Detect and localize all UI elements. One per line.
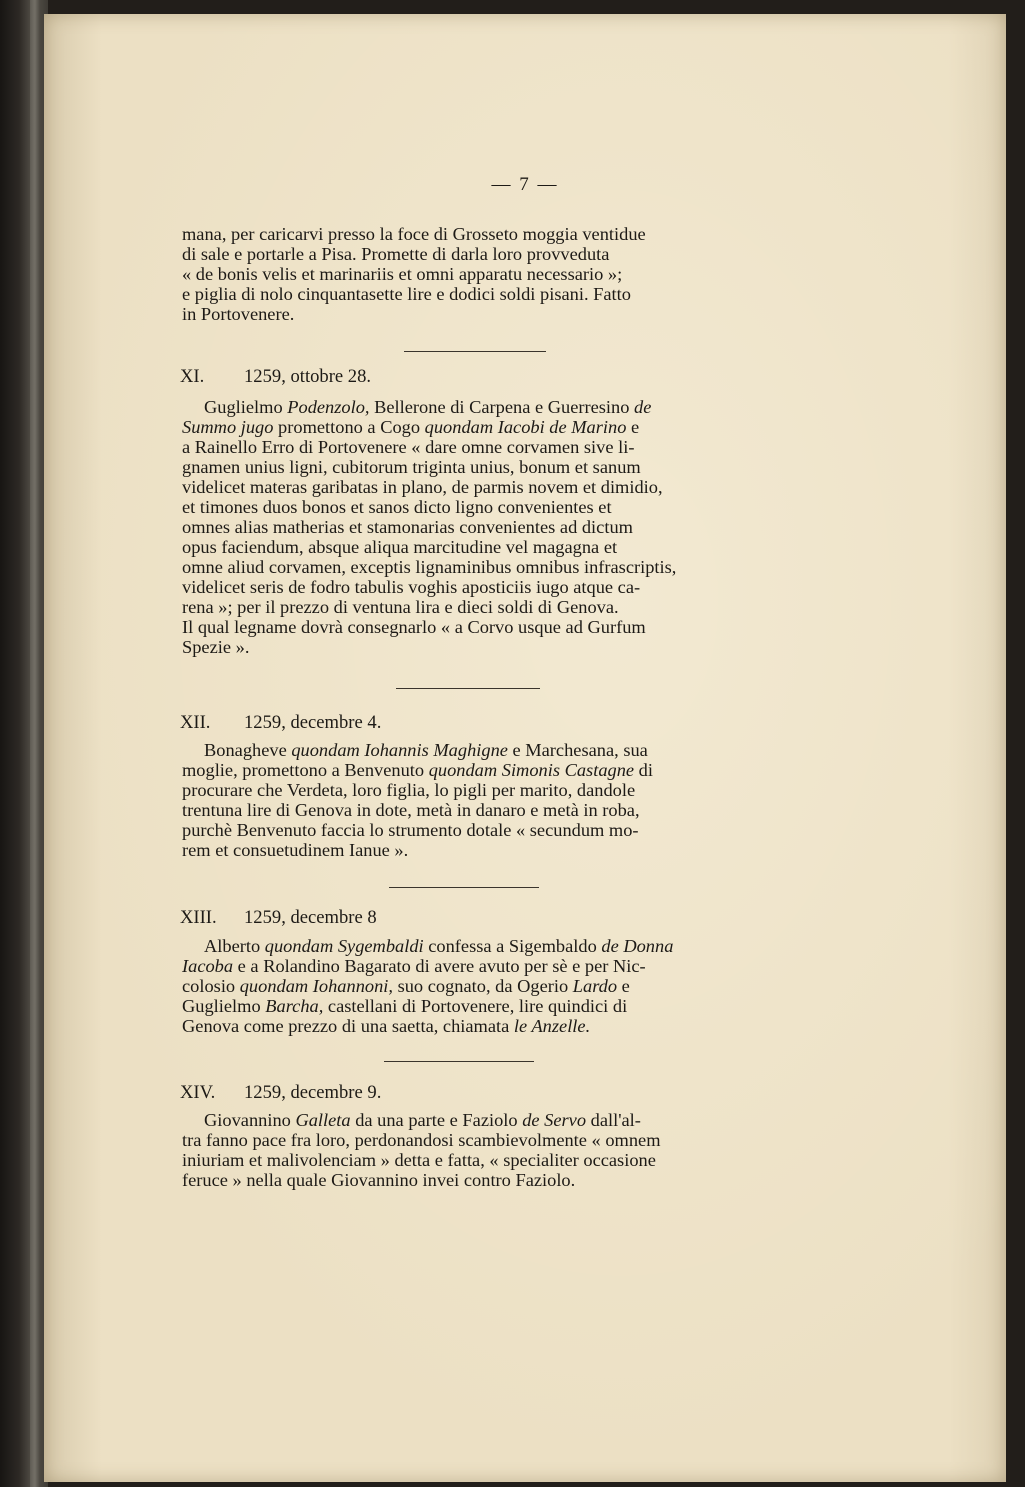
- text-line: omne aliud corvamen, exceptis lignaminibus omnibus infrascriptis,: [182, 557, 677, 577]
- text-line: Il qual legname dovrà consegnarlo « a Corvo usque ad Gurfum: [182, 617, 646, 637]
- text-line: Guglielmo Podenzolo, Bellerone di Carpena e Guerresino de: [204, 397, 652, 417]
- text-line: e piglia di nolo cinquantasette lire e dodici soldi pisani. Fatto: [182, 284, 631, 304]
- text-line: purchè Benvenuto faccia lo strumento dotale « secundum mo-: [182, 820, 639, 840]
- entry-heading: [180, 907, 377, 929]
- text-line: Guglielmo Barcha, castellani di Portovenere, lire quindici di: [182, 996, 628, 1016]
- section-divider: [384, 1061, 534, 1062]
- text-line: Giovannino Galleta da una parte e Faziolo de Servo dall'al-: [204, 1110, 641, 1130]
- text-line: Alberto quondam Sygembaldi confessa a Sigembaldo de Donna: [204, 936, 674, 956]
- entry-heading: [180, 1082, 381, 1104]
- text-line: opus faciendum, absque aliqua marcitudine vel magagna et: [182, 537, 618, 557]
- entry-date: 1259, decembre 4.: [244, 712, 382, 733]
- book-binding: [0, 0, 48, 1487]
- binding-edge: [30, 0, 40, 1487]
- text-line: rena »; per il prezzo di ventuna lira e dieci soldi di Genova.: [182, 597, 619, 617]
- text-line: Spezie ».: [182, 637, 250, 657]
- entry-heading: [180, 712, 381, 734]
- text-line: omnes alias matherias et stamonarias convenientes ad dictum: [182, 517, 633, 537]
- text-line: trentuna lire di Genova in dote, metà in danaro e metà in roba,: [182, 800, 640, 820]
- text-line: et timones duos bonos et sanos dicto ligno convenientes et: [182, 497, 612, 517]
- text-line: feruce » nella quale Giovannino invei contro Faziolo.: [182, 1170, 576, 1190]
- text-line: procurare che Verdeta, loro figlia, lo pigli per marito, dandole: [182, 780, 636, 800]
- entry-number: XII.: [180, 712, 211, 733]
- text-line: in Portovenere.: [182, 304, 295, 324]
- text-line: videlicet seris de fodro tabulis voghis aposticiis iugo atque ca-: [182, 577, 641, 597]
- text-line: mana, per caricarvi presso la foce di Grosseto moggia ventidue: [182, 224, 646, 244]
- intro-paragraph: [182, 224, 762, 324]
- entry-date: 1259, ottobre 28.: [244, 366, 372, 387]
- text-line: iniuriam et malivolenciam » detta e fatta, « specialiter occasione: [182, 1150, 656, 1170]
- entry-number: XIV.: [180, 1082, 216, 1103]
- page-number: — 7 —: [491, 174, 559, 195]
- entry-body: [182, 1110, 762, 1190]
- text-line: gnamen unius ligni, cubitorum triginta unius, bonum et sanum: [182, 457, 641, 477]
- entry-body: [182, 740, 762, 860]
- text-line: tra fanno pace fra loro, perdonandosi scambievolmente « omnem: [182, 1130, 661, 1150]
- text-line: videlicet materas garibatas in plano, de parmis novem et dimidio,: [182, 477, 663, 497]
- text-line: Bonagheve quondam Iohannis Maghigne e Marchesana, sua: [204, 740, 648, 760]
- text-line: Iacoba e a Rolandino Bagarato di avere avuto per sè e per Nic-: [182, 956, 646, 976]
- text-line: di sale e portarle a Pisa. Promette di darla loro provveduta: [182, 244, 610, 264]
- entry-body: [182, 397, 762, 657]
- text-line: rem et consuetudinem Ianue ».: [182, 840, 409, 860]
- entry-number: XI.: [180, 366, 205, 387]
- text-line: colosio quondam Iohannoni, suo cognato, da Ogerio Lardo e: [182, 976, 630, 996]
- entry-body: [182, 936, 762, 1036]
- section-divider: [404, 351, 546, 352]
- paper-page: [44, 14, 1006, 1482]
- section-divider: [396, 688, 540, 689]
- section-divider: [389, 887, 539, 888]
- text-line: « de bonis velis et marinariis et omni apparatu necessario »;: [182, 264, 623, 284]
- text-line: Genova come prezzo di una saetta, chiamata le Anzelle.: [182, 1016, 591, 1036]
- text-line: moglie, promettono a Benvenuto quondam Simonis Castagne di: [182, 760, 653, 780]
- entry-heading: [180, 366, 371, 388]
- text-line: Summo jugo promettono a Cogo quondam Iacobi de Marino e: [182, 417, 640, 437]
- entry-date: 1259, decembre 8: [244, 907, 377, 928]
- entry-date: 1259, decembre 9.: [244, 1082, 382, 1103]
- entry-number: XIII.: [180, 907, 217, 928]
- text-line: a Rainello Erro di Portovenere « dare omne corvamen sive li-: [182, 437, 635, 457]
